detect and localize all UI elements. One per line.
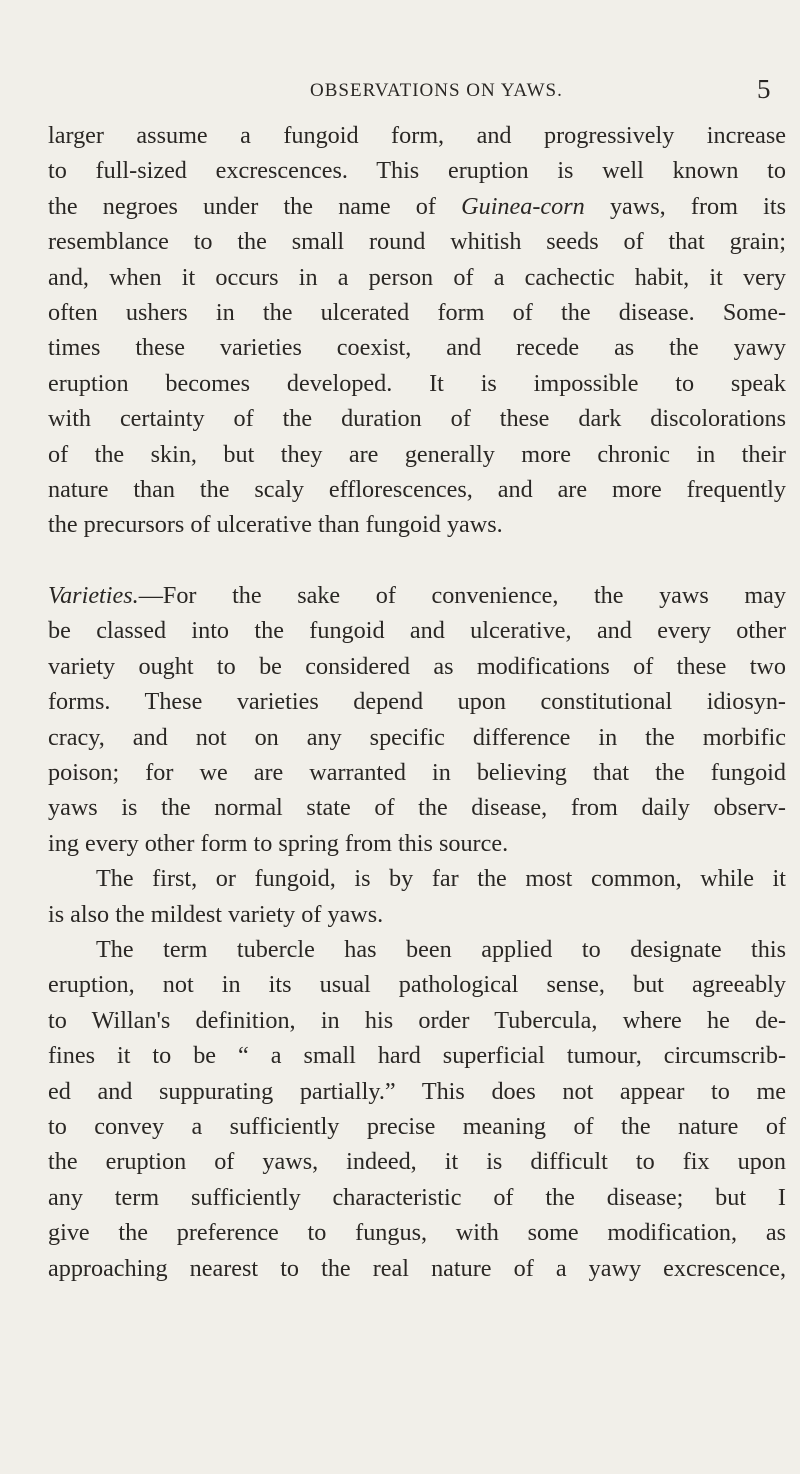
text-line: variety ought to be considered as modifications of these two bbox=[48, 652, 786, 680]
text-line: be classed into the fungoid and ulcerative, and every other bbox=[48, 617, 786, 645]
text-line: cracy, and not on any specific difference in the morbific bbox=[48, 723, 786, 751]
text-line: to Willan's definition, in his order Tubercula, where he de- bbox=[48, 1006, 786, 1034]
text-line: The first, or fungoid, is by far the most common, while it bbox=[96, 865, 786, 893]
text-line: forms. These varieties depend upon constitutional idiosyn- bbox=[48, 688, 786, 716]
text-line: to convey a sufficiently precise meaning of the nature of bbox=[48, 1112, 786, 1140]
text-line: often ushers in the ulcerated form of the disease. Some- bbox=[48, 299, 786, 327]
text-line: resemblance to the small round whitish seeds of that grain; bbox=[48, 228, 786, 256]
text-line: fines it to be “ a small hard superficial tumour, circumscrib- bbox=[48, 1042, 786, 1070]
text-line: to full-sized excrescences. This eruption is well known to bbox=[48, 157, 786, 185]
text-line: the eruption of yaws, indeed, it is difficult to fix upon bbox=[48, 1148, 786, 1176]
text-line: times these varieties coexist, and recede as the yawy bbox=[48, 334, 786, 362]
text-line: is also the mildest variety of yaws. bbox=[48, 900, 384, 928]
text-line: any term sufficiently characteristic of the disease; but I bbox=[48, 1183, 786, 1211]
paragraph-tubercle bbox=[48, 932, 786, 1286]
text-line: Varieties.—For the sake of convenience, the yaws may bbox=[48, 581, 786, 609]
text-line: larger assume a fungoid form, and progressively increase bbox=[48, 122, 786, 149]
paragraph-fungoid bbox=[48, 861, 786, 932]
page-number: 5 bbox=[757, 74, 771, 104]
text-line: the negroes under the name of Guinea-corn yaws, from its bbox=[48, 192, 786, 220]
paragraph-varieties bbox=[48, 578, 786, 861]
text-line: and, when it occurs in a person of a cachectic habit, it very bbox=[48, 263, 786, 291]
text-line: ing every other form to spring from this source. bbox=[48, 829, 509, 857]
text-line: poison; for we are warranted in believing that the fungoid bbox=[48, 758, 786, 786]
text-line: with certainty of the duration of these dark discolorations bbox=[48, 405, 786, 433]
italic-term: Varieties. bbox=[48, 581, 139, 609]
text-line: eruption, not in its usual pathological sense, but agreeably bbox=[48, 971, 786, 999]
italic-term: Guinea-corn bbox=[461, 192, 585, 220]
text-line: approaching nearest to the real nature of a yawy excrescence, bbox=[48, 1254, 786, 1282]
text-line: give the preference to fungus, with some modification, as bbox=[48, 1219, 786, 1247]
paragraph-1 bbox=[48, 118, 786, 543]
body-text bbox=[48, 118, 786, 1286]
text-line: of the skin, but they are generally more chronic in their bbox=[48, 440, 786, 468]
running-title: OBSERVATIONS ON YAWS. bbox=[310, 80, 563, 101]
text-line: the precursors of ulcerative than fungoid yaws. bbox=[48, 511, 503, 539]
text-line: eruption becomes developed. It is impossible to speak bbox=[48, 369, 786, 397]
text-line: yaws is the normal state of the disease, from daily observ- bbox=[48, 794, 786, 822]
text-line: The term tubercle has been applied to designate this bbox=[96, 935, 786, 963]
text-line: nature than the scaly efflorescences, and are more frequently bbox=[48, 476, 786, 504]
text-line: ed and suppurating partially.” This does not appear to me bbox=[48, 1077, 786, 1105]
